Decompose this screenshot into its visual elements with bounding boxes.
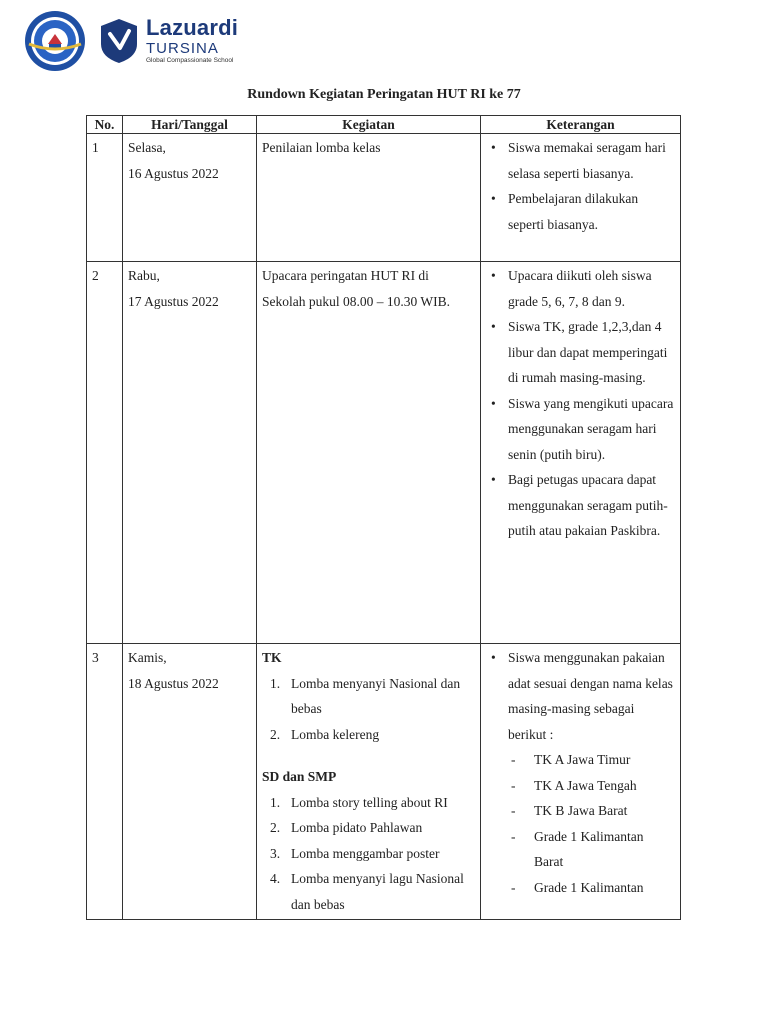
row-date: 18 Agustus 2022 <box>128 675 219 691</box>
document-header <box>24 10 238 72</box>
list-item: 3. Lomba menggambar poster <box>270 845 440 861</box>
list-item: • Siswa menggunakan pakaian adat sesuai dengan nama kelas masing-masing sebagai berikut : <box>486 645 675 747</box>
list-item: 1. Lomba story telling about RI <box>270 794 448 810</box>
list-item: 2. Lomba pidato Pahlawan <box>270 820 423 835</box>
list-item: • Siswa yang mengikuti upacara menggunakan seragam hari senin (putih biru). <box>486 391 675 468</box>
row-date: 17 Agustus 2022 <box>128 293 219 309</box>
document-title: Rundown Kegiatan Peringatan HUT RI ke 77 <box>247 87 521 102</box>
row-notes <box>481 644 681 920</box>
table-header-row <box>87 116 681 134</box>
column-header-date: Hari/Tanggal <box>123 116 257 134</box>
school-seal-logo <box>24 10 86 72</box>
section-heading-sd-smp: SD dan SMP <box>262 769 337 784</box>
row-notes <box>481 134 681 262</box>
row-number: 2 <box>87 262 123 644</box>
row-day: Rabu, <box>128 268 160 283</box>
table-row <box>87 644 681 920</box>
lazuardi-shield-icon <box>98 17 140 65</box>
row-date-cell <box>123 644 257 920</box>
row-number: 3 <box>87 644 123 920</box>
table-row <box>87 134 681 262</box>
list-item: • Upacara diikuti oleh siswa grade 5, 6, 7, 8 dan 9. <box>486 263 675 314</box>
row-notes <box>481 262 681 644</box>
row-activity: Penilaian lomba kelas <box>257 134 481 262</box>
list-item: • Siswa TK, grade 1,2,3,dan 4 libur dan dapat memperingati di rumah masing-masing. <box>486 314 675 391</box>
brand-subname: TURSINA <box>146 40 219 58</box>
row-activity: Upacara peringatan HUT RI di Sekolah pukul 08.00 – 10.30 WIB. <box>257 262 481 644</box>
list-item: 4. Lomba menyanyi lagu Nasional dan bebas <box>270 871 464 912</box>
list-item: 1. Lomba menyanyi Nasional dan bebas <box>270 675 461 716</box>
column-header-no: No. <box>87 116 123 134</box>
column-header-notes: Keterangan <box>481 116 681 134</box>
list-item: • Bagi petugas upacara dapat menggunakan seragam putih-putih atau pakaian Paskibra. <box>486 467 675 544</box>
list-item: - TK A Jawa Timur <box>486 747 675 773</box>
list-item: 2. Lomba kelereng <box>270 726 380 742</box>
list-item: - Grade 1 Kalimantan <box>486 875 675 901</box>
list-item: - TK A Jawa Tengah <box>486 773 675 799</box>
row-activity <box>257 644 481 920</box>
brand-name: Lazuardi <box>146 15 239 41</box>
brand-tagline: Global Compassionate School <box>146 57 234 65</box>
list-item: - Grade 1 Kalimantan Barat <box>486 824 675 875</box>
brand-logo <box>98 17 238 65</box>
row-date: 16 Agustus 2022 <box>128 165 219 181</box>
list-item: • Pembelajaran dilakukan seperti biasanya. <box>486 186 675 237</box>
table-row <box>87 262 681 644</box>
list-item: • Siswa memakai seragam hari selasa seperti biasanya. <box>486 135 675 186</box>
list-item: - TK B Jawa Barat <box>486 798 675 824</box>
rundown-table <box>86 115 681 920</box>
row-day: Kamis, <box>128 650 167 665</box>
row-number: 1 <box>87 134 123 262</box>
section-heading-tk: TK <box>262 650 282 665</box>
row-date-cell <box>123 262 257 644</box>
column-header-activity: Kegiatan <box>257 116 481 134</box>
row-date-cell <box>123 134 257 262</box>
row-day: Selasa, <box>128 140 166 155</box>
